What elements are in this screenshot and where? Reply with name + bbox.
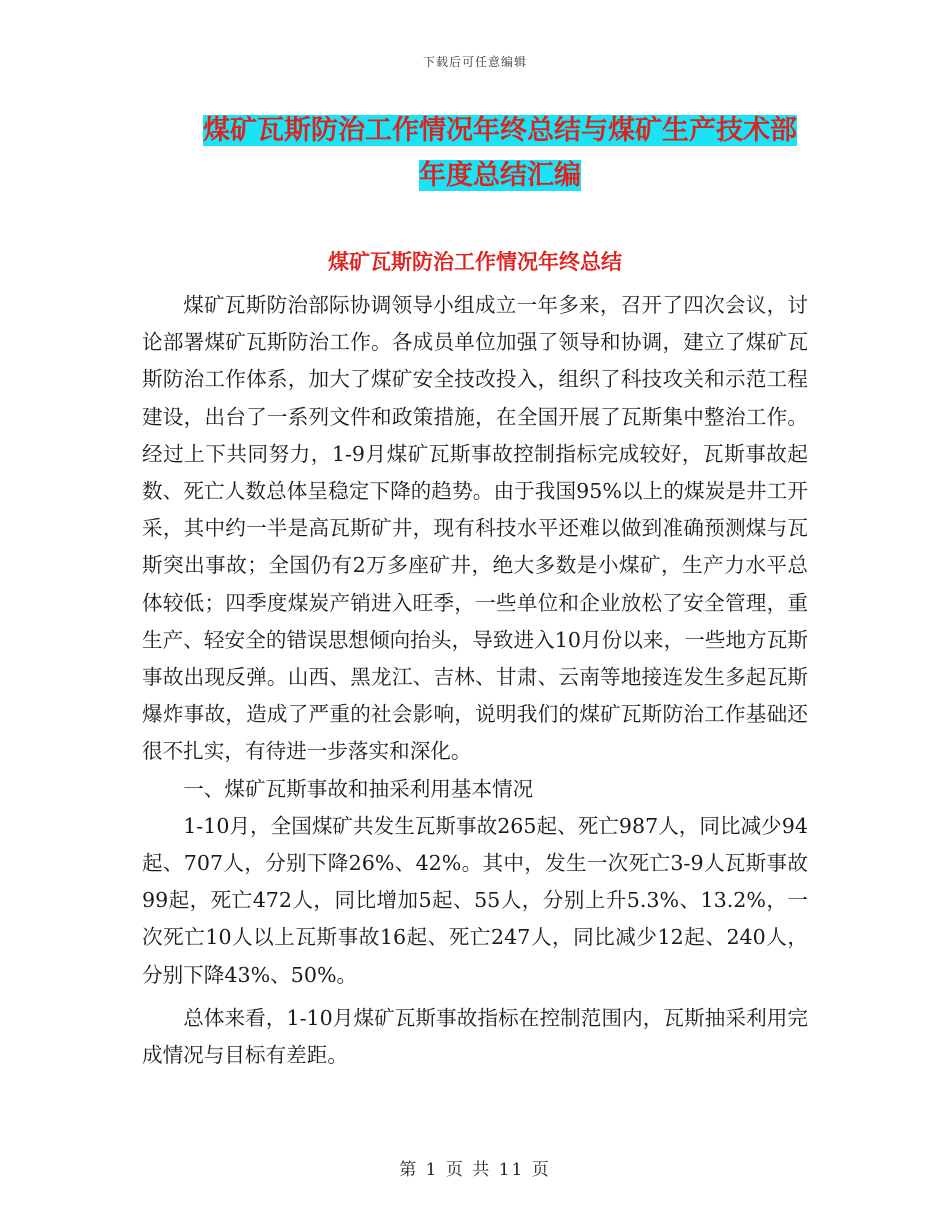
paragraph-intro: 煤矿瓦斯防治部际协调领导小组成立一年多来，召开了四次会议，讨论部署煤矿瓦斯防治工作。各成员单位加强了领导和协调，建立了煤矿瓦斯防治工作体系，加大了煤矿安全技改投入，组织了科技攻关和示范工程建设，出台了一系列文件和政策措施，在全国开展了瓦斯集中整治工作。经过上下共同努力，1-9月煤矿瓦斯事故控制指标完成较好，瓦斯事故起数、死亡人数总体呈稳定下降的趋势。由于我国95%以上的煤炭是井工开采，其中约一半是高瓦斯矿井，现有科技水平还难以做到准确预测煤与瓦斯突出事故；全国仍有2万多座矿井，绝大多数是小煤矿，生产力水平总体较低；四季度煤炭产销进入旺季，一些单位和企业放松了安全管理，重生产、轻安全的错误思想倾向抬头，导致进入10月份以来，一些地方瓦斯事故出现反弹。山西、黑龙江、吉林、甘肃、云南等地接连发生多起瓦斯爆炸事故，造成了严重的社会影响，说明我们的煤矿瓦斯防治工作基础还很不扎实，有待进一步落实和深化。 xyxy=(142,293,808,764)
paragraph-summary: 总体来看，1-10月煤矿瓦斯事故指标在控制范围内，瓦斯抽采利用完成情况与目标有差距。 xyxy=(142,1005,808,1068)
document-title-text: 煤矿瓦斯防治工作情况年终总结与煤矿生产技术部年度总结汇编 xyxy=(203,115,797,191)
paragraph-heading-1: 一、煤矿瓦斯事故和抽采利用基本情况 xyxy=(183,776,534,801)
section-title: 煤矿瓦斯防治工作情况年终总结 xyxy=(328,250,622,274)
paragraph-statistics: 1-10月，全国煤矿共发生瓦斯事故265起、死亡987人，同比减少94起、707人，分别下降26%、42%。其中，发生一次死亡3-9人瓦斯事故99起，死亡472人，同比增加5起、55人，分别上升5.3%、13.2%，一次死亡10人以上瓦斯事故16起、死亡247人，同比减少12起、240人，分别下降43%、50%。 xyxy=(142,813,808,987)
header-note: 下载后可任意编辑 xyxy=(422,55,527,69)
page-indicator: 第 1 页 共 11 页 xyxy=(399,1160,551,1180)
document-title xyxy=(190,108,810,198)
document-body xyxy=(142,287,808,1074)
